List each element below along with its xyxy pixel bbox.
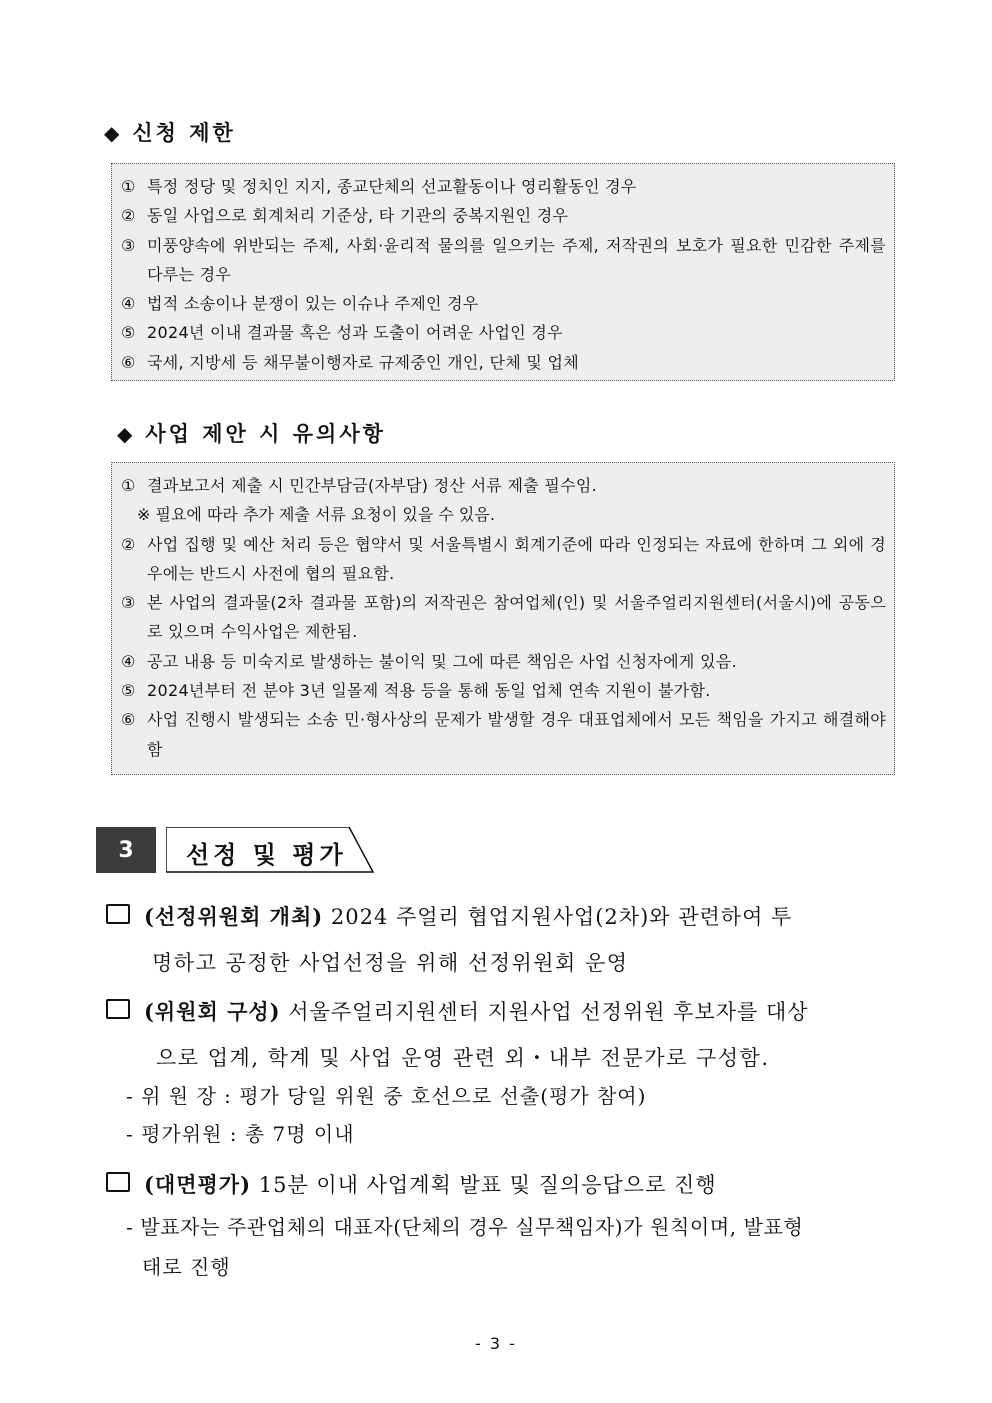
dash-item-presenter: - 발표자는 주관업체의 대표자(단체의 경우 실무책임자)가 원칙이며, 발표형 [126,1215,804,1239]
diamond-bullet-icon: ◆ [117,422,136,446]
list-item [121,530,886,589]
note-text: ※ 필요에 따라 추가 제출 서류 요청이 있을 수 있음. [137,505,495,525]
dash-item-members: - 평가위원 : 총 7명 이내 [126,1122,355,1146]
section-3-header [96,827,386,873]
item-number: ⑤ [121,681,136,701]
checkbox-bullet-icon [106,904,130,924]
section-heading-restrictions [104,117,236,147]
list-item [121,348,886,377]
paragraph-text: 15분 이내 사업계획 발표 및 질의응답으로 진행 [251,1173,717,1197]
item-number: ⑥ [121,710,136,730]
item-number: ⑥ [121,352,136,372]
item-number: ③ [121,235,136,255]
item-text: 결과보고서 제출 시 민간부담금(자부담) 정산 서류 제출 필수임. [147,476,598,495]
item-text: 국세, 지방세 등 채무불이행자로 규제중인 개인, 단체 및 업체 [147,352,580,372]
item-number: ④ [121,651,136,671]
item-text: 사업 집행 및 예산 처리 등은 협약서 및 서울특별시 회계기준에 따라 인정되는 자료에 한하며 그 외에 경우에는 반드시 사전에 협의 필요함. [147,534,886,583]
item-number: ② [121,534,136,554]
list-item [121,231,886,290]
section-title: 사업 제안 시 유의사항 [145,422,386,446]
checkbox-bullet-icon [106,1172,130,1192]
paragraph-composition [106,989,901,1081]
item-number: ⑤ [121,323,136,343]
paragraph-committee [106,894,901,986]
item-number: ① [121,476,136,495]
list-item [121,647,886,676]
section-heading-notes [117,418,386,448]
section-number: 3 [96,827,156,873]
item-text: 미풍양속에 위반되는 주제, 사회·윤리적 물의를 일으키는 주제, 저작권의 보호가 필요한 민감한 주제를 다루는 경우 [147,235,886,284]
list-item [121,318,886,347]
paragraph-text: 2024 주얼리 협업지원사업(2차)와 관련하여 투 [323,905,793,929]
item-text: 사업 진행시 발생되는 소송 민·형사상의 문제가 발생할 경우 대표업체에서 모든 책임을 가지고 해결해야 함 [147,710,886,759]
list-item [121,471,886,500]
dash-item-presenter-cont: 태로 진행 [142,1255,231,1279]
item-number: ② [121,206,136,226]
page-number: - 3 - [475,1334,517,1353]
paragraph-text: 서울주얼리지원센터 지원사업 선정위원 후보자를 대상 [280,1000,809,1024]
paragraph-label: (선정위원회 개최) [144,904,324,929]
diamond-bullet-icon: ◆ [104,121,123,145]
item-text: 동일 사업으로 회계처리 기준상, 타 기관의 중복지원인 경우 [147,206,569,226]
paragraph-interview [106,1162,901,1208]
item-number: ① [121,177,136,196]
paragraph-label: (위원회 구성) [144,999,281,1024]
item-text: 본 사업의 결과물(2차 결과물 포함)의 저작권은 참여업체(인) 및 서울주얼리지원센터(서울시)에 공동으로 있으며 수익사업은 제한됨. [147,593,886,642]
list-item [121,705,886,764]
item-number: ③ [121,593,136,613]
list-item [121,289,886,318]
list-item [121,588,886,647]
checkbox-bullet-icon [106,999,130,1019]
list-item [121,676,886,705]
list-item [121,201,886,230]
item-text: 공고 내용 등 미숙지로 발생하는 불이익 및 그에 따른 책임은 사업 신청자에게 있음. [147,651,737,671]
section-title: 신청 제한 [132,121,236,145]
notes-box [111,462,895,775]
paragraph-label: (대면평가) [144,1172,252,1197]
dash-item-chair: - 위 원 장 : 평가 당일 위원 중 호선으로 선출(평가 참여) [126,1084,647,1108]
list-item [121,172,886,201]
item-number: ④ [121,294,136,314]
item-text: 2024년부터 전 분야 3년 일몰제 적용 등을 통해 동일 업체 연속 지원이 불가함. [147,681,711,701]
item-text: 2024년 이내 결과물 혹은 성과 도출이 어려운 사업인 경우 [147,323,563,343]
paragraph-continuation: 명하고 공정한 사업선정을 위해 선정위원회 운영 [152,951,629,975]
paragraph-continuation: 으로 업계, 학계 및 사업 운영 관련 외・내부 전문가로 구성함. [156,1046,770,1070]
item-text: 특정 정당 및 정치인 지지, 종교단체의 선교활동이나 영리활동인 경우 [147,177,637,196]
item-text: 법적 소송이나 분쟁이 있는 이슈나 주제인 경우 [147,294,479,314]
restrictions-box [111,163,895,381]
section-title: 선정 및 평가 [186,841,347,869]
